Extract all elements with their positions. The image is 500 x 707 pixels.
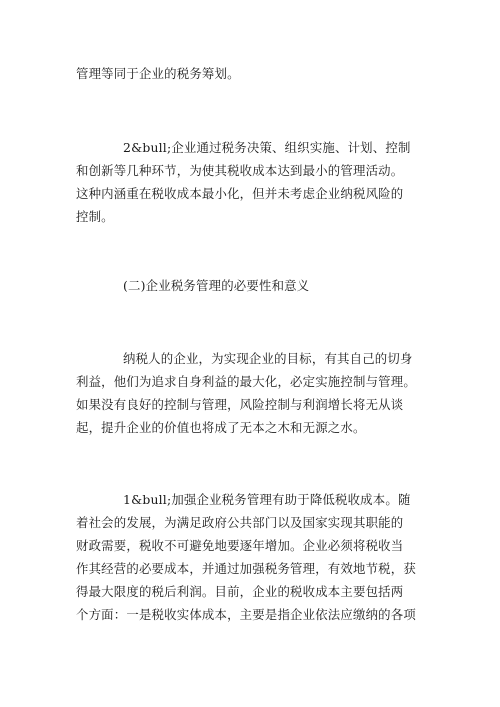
paragraph-point-1 xyxy=(76,488,432,626)
paragraph-intro-tail xyxy=(76,62,432,85)
paragraph-necessity xyxy=(76,347,432,439)
text-line: 得最大限度的税后利润。目前，企业的税收成本主要包括两 xyxy=(76,584,404,599)
text-line: 起，提升企业的价值也将成了无本之木和无源之水。 xyxy=(76,420,366,435)
text-line: 和创新等几种环节，为使其税收成本达到最小的管理活动。 xyxy=(76,163,404,178)
paragraph-definition-2 xyxy=(76,136,432,228)
text-line: 管理等同于企业的税务筹划。 xyxy=(76,66,240,81)
text-line: 控制。 xyxy=(76,209,114,224)
text-line: 2&bull;企业通过税务决策、组织实施、计划、控制 xyxy=(123,140,411,155)
text-line: 如果没有良好的控制与管理，风险控制与利润增长将无从谈 xyxy=(76,397,404,412)
text-line: 作其经营的必要成本，并通过加强税务管理，有效地节税，获 xyxy=(76,561,416,576)
text-line: 财政需要，税收不可避免地要逐年增加。企业必须将税收当 xyxy=(76,538,404,553)
text-line: 1&bull;加强企业税务管理有助于降低税收成本。随 xyxy=(123,492,411,507)
text-line: 个方面：一是税收实体成本，主要是指企业依法应缴纳的各项 xyxy=(76,607,416,622)
text-line: 利益，他们为追求自身利益的最大化，必定实施控制与管理。 xyxy=(76,374,416,389)
text-line: 这种内涵重在税收成本最小化，但并未考虑企业纳税风险的 xyxy=(76,186,404,201)
text-line: 着社会的发展，为满足政府公共部门以及国家实现其职能的 xyxy=(76,515,404,530)
text-line: 纳税人的企业，为实现企业的目标，有其自己的切身 xyxy=(123,351,413,366)
section-heading: (二)企业税务管理的必要性和意义 xyxy=(123,278,310,293)
